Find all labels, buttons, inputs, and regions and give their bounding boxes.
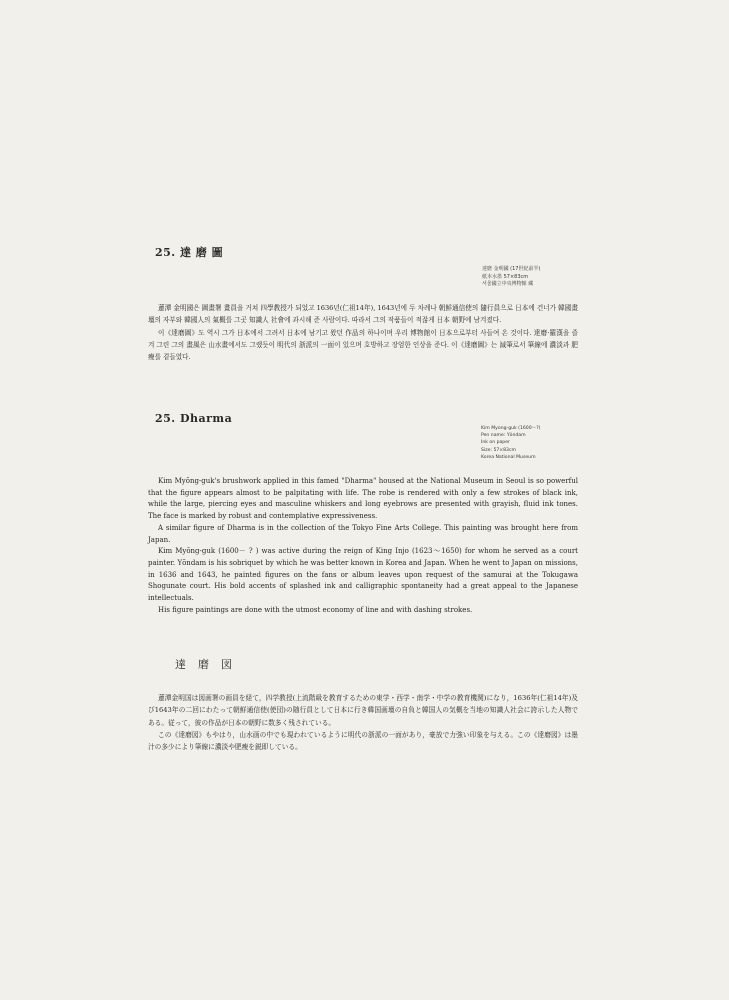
english-title: 25. Dharma: [155, 412, 233, 425]
meta-line: 達磨 金明國 (17世紀前半): [482, 266, 541, 272]
korean-title: 25. 達 磨 圖: [155, 246, 224, 259]
paragraph: 蓮潭金明国は図画署の画員を経て，四学教授(上流階級を教育するための東学・西学・南学・中学の教育機関)になり，1636年(仁祖14年)及び1643年の二回にわたって朝鮮通信使(使団)の随行員として日本に行き韓国画壇の自負と韓国人の気概を当地の知識人社会に誇示した人物である。従って，彼の作品が日本の朝野に数多く残されている。: [148, 694, 578, 727]
meta-line: Ink on paper: [481, 440, 510, 446]
english-metadata: [481, 425, 540, 461]
english-body: [148, 476, 578, 616]
paragraph: この《達磨図》もやはり，山水画の中でも現われているように明代の浙派の一面があり，豪放で力強い印象を与える。この《達磨図》は墨汁の多少により筆線に濃淡や肥瘦を鋭即している。: [148, 730, 578, 752]
meta-line: 紙本水墨 57×83cm: [482, 273, 529, 280]
paragraph: Kim Myŏng-guk (1600－ ? ) was active during the reign of King Injo (1623～1650) for whom he served as a court painter. Yŏndam is his sobriquet by which he was better known in Korea and Japan. When he went to Japan on missions, in 1636 and 1643, he painted figures on the fans or album leaves upon request of the samurai at the Tokugawa Shogunate court. His bold accents of splashed ink and calligraphic spontaneity had a great appeal to the Japanese intellectuals.: [148, 547, 578, 603]
paragraph: 이《達磨圖》도 역시 그가 日本에서 그려서 日本에 남기고 왔던 作品의 하나이며 우리 博物館이 日本으로부터 사들여 온 것이다. 達磨·羅漢을 즐겨 그린 그의 畫風은 山水畫에서도 그랬듯이 明代의 浙派의 一面이 있으며 호방하고 장엄한 인상을 준다. 이《達磨圖》는 減筆로서 筆線에 濃淡과 肥瘦를 곁들였다.: [148, 328, 578, 362]
meta-line: Kim Myong-guk (1600～?): [481, 426, 541, 431]
meta-line: 서울國立中央博物館 藏: [482, 281, 534, 288]
paragraph: A similar figure of Dharma is in the collection of the Tokyo Fine Arts College. This painting was brought here from Japan.: [148, 523, 578, 544]
paragraph: 蓮潭 金明國은 圖畫署 畫員을 거쳐 四學教授가 되었고 1636년(仁祖14年), 1643년에 두 차례나 朝鮮通信使의 隨行員으로 日本에 건너가 韓國畫壇의 자부와 韓國人의 氣概를 그곳 知識人 社會에 과시해 준 사람이다. 따라서 그의 작품들이 적잖게 日本 朝野에 남겨졌다.: [148, 304, 578, 325]
korean-metadata: [482, 266, 540, 289]
meta-line: Korea National Museum: [481, 454, 536, 460]
korean-body: [148, 302, 578, 363]
paragraph: Kim Myŏng-guk's brushwork applied in this famed "Dharma" housed at the National Museum in Seoul is so powerful that the figure appears almost to be palpitating with life. The robe is rendered with only a few strokes of black ink, while the large, piercing eyes and masculine whiskers and long eyebrows are presented with grayish, fluid ink tones. The face is marked by robust and contemplative expressiveness.: [148, 477, 578, 521]
japanese-title: 達 磨 図: [175, 658, 233, 671]
japanese-body: [148, 692, 578, 753]
paragraph: His figure paintings are done with the utmost economy of line and with dashing strokes.: [158, 605, 473, 614]
meta-line: Pen name: Yŏndam: [481, 433, 526, 439]
meta-line: Size: 57×83cm: [481, 447, 516, 453]
